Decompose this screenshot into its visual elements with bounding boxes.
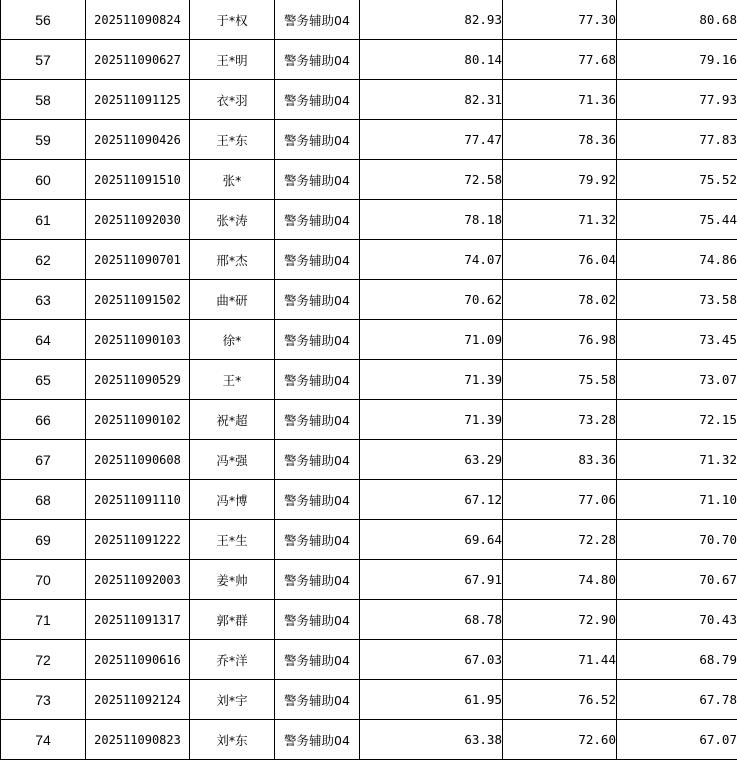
row-number-cell: 71 bbox=[1, 600, 86, 640]
row-number-cell: 63 bbox=[1, 280, 86, 320]
interview-score-cell: 74.80 bbox=[503, 560, 617, 600]
table-row bbox=[1, 40, 737, 80]
candidate-id-cell: 202511091510 bbox=[86, 160, 190, 200]
written-score-cell: 67.03 bbox=[360, 640, 503, 680]
total-score-cell: 70.67 bbox=[617, 560, 737, 600]
position-cell: 警务辅助04 bbox=[275, 520, 360, 560]
total-score-cell: 74.86 bbox=[617, 240, 737, 280]
position-cell: 警务辅助04 bbox=[275, 480, 360, 520]
position-cell: 警务辅助04 bbox=[275, 280, 360, 320]
candidate-name-cell: 邢*杰 bbox=[190, 240, 275, 280]
interview-score-cell: 71.36 bbox=[503, 80, 617, 120]
written-score-cell: 63.29 bbox=[360, 440, 503, 480]
interview-score-cell: 71.44 bbox=[503, 640, 617, 680]
total-score-cell: 67.78 bbox=[617, 680, 737, 720]
candidate-id-cell: 202511091110 bbox=[86, 480, 190, 520]
table-row bbox=[1, 680, 737, 720]
written-score-cell: 74.07 bbox=[360, 240, 503, 280]
row-number-cell: 74 bbox=[1, 720, 86, 760]
candidate-id-cell: 202511091125 bbox=[86, 80, 190, 120]
interview-score-cell: 78.36 bbox=[503, 120, 617, 160]
candidate-name-cell: 祝*超 bbox=[190, 400, 275, 440]
interview-score-cell: 78.02 bbox=[503, 280, 617, 320]
written-score-cell: 78.18 bbox=[360, 200, 503, 240]
position-cell: 警务辅助04 bbox=[275, 0, 360, 40]
candidate-id-cell: 202511091317 bbox=[86, 600, 190, 640]
position-cell: 警务辅助04 bbox=[275, 560, 360, 600]
position-cell: 警务辅助04 bbox=[275, 360, 360, 400]
interview-score-cell: 76.04 bbox=[503, 240, 617, 280]
position-cell: 警务辅助04 bbox=[275, 600, 360, 640]
table-row bbox=[1, 720, 737, 760]
written-score-cell: 69.64 bbox=[360, 520, 503, 560]
total-score-cell: 72.15 bbox=[617, 400, 737, 440]
position-cell: 警务辅助04 bbox=[275, 240, 360, 280]
table-row bbox=[1, 120, 737, 160]
written-score-cell: 67.91 bbox=[360, 560, 503, 600]
position-cell: 警务辅助04 bbox=[275, 440, 360, 480]
interview-score-cell: 77.06 bbox=[503, 480, 617, 520]
total-score-cell: 77.93 bbox=[617, 80, 737, 120]
candidate-id-cell: 202511092030 bbox=[86, 200, 190, 240]
position-cell: 警务辅助04 bbox=[275, 160, 360, 200]
row-number-cell: 56 bbox=[1, 0, 86, 40]
interview-score-cell: 71.32 bbox=[503, 200, 617, 240]
written-score-cell: 67.12 bbox=[360, 480, 503, 520]
table-row bbox=[1, 320, 737, 360]
total-score-cell: 68.79 bbox=[617, 640, 737, 680]
candidate-name-cell: 王*生 bbox=[190, 520, 275, 560]
written-score-cell: 63.38 bbox=[360, 720, 503, 760]
table-row bbox=[1, 400, 737, 440]
written-score-cell: 68.78 bbox=[360, 600, 503, 640]
candidate-id-cell: 202511090529 bbox=[86, 360, 190, 400]
candidate-name-cell: 徐* bbox=[190, 320, 275, 360]
candidate-id-cell: 202511092003 bbox=[86, 560, 190, 600]
candidate-name-cell: 曲*研 bbox=[190, 280, 275, 320]
table-row bbox=[1, 480, 737, 520]
candidate-name-cell: 于*权 bbox=[190, 0, 275, 40]
table-row bbox=[1, 640, 737, 680]
written-score-cell: 70.62 bbox=[360, 280, 503, 320]
table-row bbox=[1, 520, 737, 560]
position-cell: 警务辅助04 bbox=[275, 680, 360, 720]
candidate-name-cell: 王* bbox=[190, 360, 275, 400]
interview-score-cell: 75.58 bbox=[503, 360, 617, 400]
interview-score-cell: 76.52 bbox=[503, 680, 617, 720]
total-score-cell: 67.07 bbox=[617, 720, 737, 760]
position-cell: 警务辅助04 bbox=[275, 80, 360, 120]
written-score-cell: 77.47 bbox=[360, 120, 503, 160]
written-score-cell: 80.14 bbox=[360, 40, 503, 80]
interview-score-cell: 73.28 bbox=[503, 400, 617, 440]
total-score-cell: 75.52 bbox=[617, 160, 737, 200]
table-row bbox=[1, 200, 737, 240]
candidate-id-cell: 202511090616 bbox=[86, 640, 190, 680]
candidate-id-cell: 202511090102 bbox=[86, 400, 190, 440]
position-cell: 警务辅助04 bbox=[275, 640, 360, 680]
total-score-cell: 73.45 bbox=[617, 320, 737, 360]
row-number-cell: 61 bbox=[1, 200, 86, 240]
row-number-cell: 70 bbox=[1, 560, 86, 600]
interview-score-cell: 72.90 bbox=[503, 600, 617, 640]
candidate-id-cell: 202511090103 bbox=[86, 320, 190, 360]
total-score-cell: 73.07 bbox=[617, 360, 737, 400]
candidate-id-cell: 202511090627 bbox=[86, 40, 190, 80]
row-number-cell: 57 bbox=[1, 40, 86, 80]
candidate-name-cell: 衣*羽 bbox=[190, 80, 275, 120]
table-row bbox=[1, 600, 737, 640]
table-row bbox=[1, 360, 737, 400]
candidate-name-cell: 刘*宇 bbox=[190, 680, 275, 720]
candidate-id-cell: 202511090608 bbox=[86, 440, 190, 480]
table-row bbox=[1, 80, 737, 120]
candidate-name-cell: 冯*强 bbox=[190, 440, 275, 480]
row-number-cell: 73 bbox=[1, 680, 86, 720]
row-number-cell: 60 bbox=[1, 160, 86, 200]
candidate-id-cell: 202511091502 bbox=[86, 280, 190, 320]
row-number-cell: 72 bbox=[1, 640, 86, 680]
written-score-cell: 82.31 bbox=[360, 80, 503, 120]
total-score-cell: 77.83 bbox=[617, 120, 737, 160]
total-score-cell: 79.16 bbox=[617, 40, 737, 80]
written-score-cell: 71.39 bbox=[360, 400, 503, 440]
position-cell: 警务辅助04 bbox=[275, 40, 360, 80]
candidate-name-cell: 刘*东 bbox=[190, 720, 275, 760]
candidate-id-cell: 202511091222 bbox=[86, 520, 190, 560]
total-score-cell: 73.58 bbox=[617, 280, 737, 320]
candidate-name-cell: 王*东 bbox=[190, 120, 275, 160]
total-score-cell: 80.68 bbox=[617, 0, 737, 40]
table-row bbox=[1, 440, 737, 480]
row-number-cell: 69 bbox=[1, 520, 86, 560]
candidate-id-cell: 202511090426 bbox=[86, 120, 190, 160]
table-row bbox=[1, 160, 737, 200]
candidate-id-cell: 202511092124 bbox=[86, 680, 190, 720]
candidate-name-cell: 郭*群 bbox=[190, 600, 275, 640]
row-number-cell: 67 bbox=[1, 440, 86, 480]
row-number-cell: 58 bbox=[1, 80, 86, 120]
total-score-cell: 71.10 bbox=[617, 480, 737, 520]
interview-score-cell: 72.60 bbox=[503, 720, 617, 760]
row-number-cell: 62 bbox=[1, 240, 86, 280]
row-number-cell: 68 bbox=[1, 480, 86, 520]
candidate-name-cell: 张*涛 bbox=[190, 200, 275, 240]
candidate-name-cell: 张* bbox=[190, 160, 275, 200]
position-cell: 警务辅助04 bbox=[275, 400, 360, 440]
candidate-name-cell: 王*明 bbox=[190, 40, 275, 80]
row-number-cell: 65 bbox=[1, 360, 86, 400]
total-score-cell: 70.43 bbox=[617, 600, 737, 640]
written-score-cell: 72.58 bbox=[360, 160, 503, 200]
row-number-cell: 59 bbox=[1, 120, 86, 160]
written-score-cell: 82.93 bbox=[360, 0, 503, 40]
row-number-cell: 66 bbox=[1, 400, 86, 440]
candidate-id-cell: 202511090824 bbox=[86, 0, 190, 40]
table-row bbox=[1, 280, 737, 320]
total-score-cell: 70.70 bbox=[617, 520, 737, 560]
candidate-name-cell: 冯*博 bbox=[190, 480, 275, 520]
interview-score-cell: 72.28 bbox=[503, 520, 617, 560]
table-body bbox=[1, 0, 737, 760]
candidate-name-cell: 乔*洋 bbox=[190, 640, 275, 680]
candidate-name-cell: 姜*帅 bbox=[190, 560, 275, 600]
position-cell: 警务辅助04 bbox=[275, 720, 360, 760]
written-score-cell: 71.09 bbox=[360, 320, 503, 360]
table-row bbox=[1, 240, 737, 280]
position-cell: 警务辅助04 bbox=[275, 200, 360, 240]
total-score-cell: 71.32 bbox=[617, 440, 737, 480]
candidate-id-cell: 202511090701 bbox=[86, 240, 190, 280]
position-cell: 警务辅助04 bbox=[275, 120, 360, 160]
total-score-cell: 75.44 bbox=[617, 200, 737, 240]
interview-score-cell: 77.68 bbox=[503, 40, 617, 80]
interview-score-cell: 76.98 bbox=[503, 320, 617, 360]
written-score-cell: 71.39 bbox=[360, 360, 503, 400]
table-row bbox=[1, 560, 737, 600]
table-row bbox=[1, 0, 737, 40]
interview-score-cell: 79.92 bbox=[503, 160, 617, 200]
written-score-cell: 61.95 bbox=[360, 680, 503, 720]
position-cell: 警务辅助04 bbox=[275, 320, 360, 360]
interview-score-cell: 83.36 bbox=[503, 440, 617, 480]
row-number-cell: 64 bbox=[1, 320, 86, 360]
interview-score-cell: 77.30 bbox=[503, 0, 617, 40]
candidate-id-cell: 202511090823 bbox=[86, 720, 190, 760]
